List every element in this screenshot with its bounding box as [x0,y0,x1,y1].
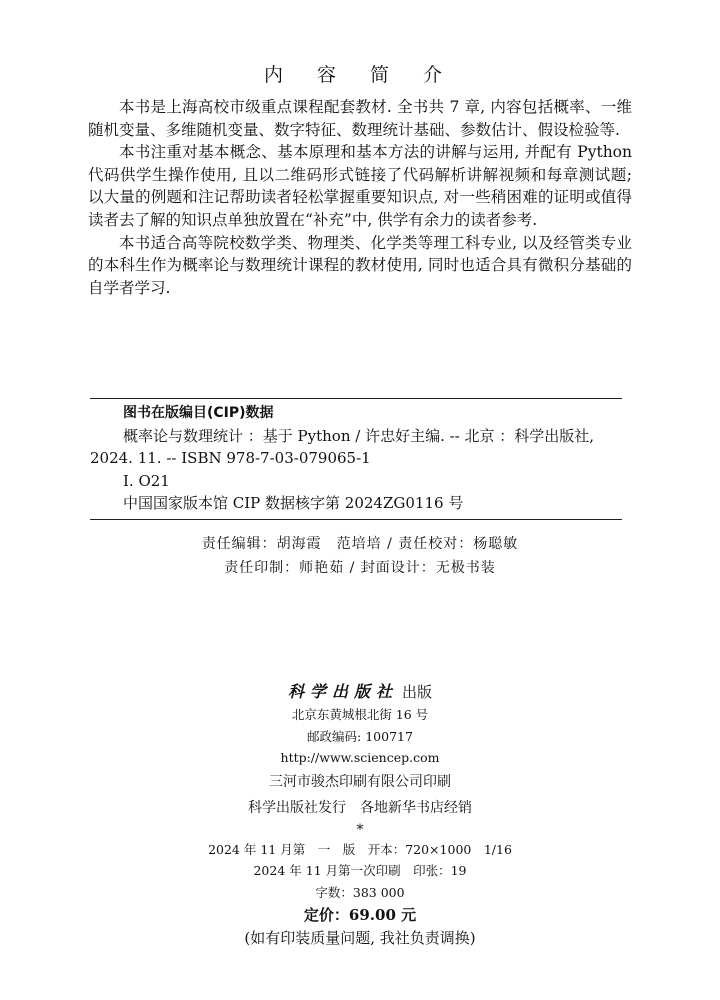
edition-info: 2024 年 11 月第 一 版 开本：720×1000 1/16 [208,841,512,857]
price-value: 69.00 元 [348,906,417,924]
credits-line-1: 责任编辑：胡海霞 范培培 / 责任校对：杨聪敏 [201,536,519,552]
book-introduction [88,96,632,299]
cip-bottom-rule [90,519,622,520]
cip-classification: Ⅰ. O21 [123,471,170,490]
replacement-note: (如有印装质量问题, 我社负责调换) [244,929,476,947]
publisher-suffix: 出版 [402,683,433,701]
cip-top-rule [90,398,622,399]
website: http://www.sciencep.com [280,750,440,765]
intro-paragraph-3: 本书适合高等院校数学类、物理类、化学类等理工科专业, 以及经管类专业的本科生作为概率论与数理统计课程的教材使用, 同时也适合具有微积分基础的自学者学习. [88,233,632,297]
separator-star: * [356,821,364,838]
postcode: 邮政编码: 100717 [307,728,413,744]
distribution: 科学出版社发行 各地新华书店经销 [248,799,472,816]
word-count: 字数：383 000 [315,884,405,900]
cip-heading: 图书在版编目(CIP)数据 [123,405,274,421]
cip-entry: 概率论与数理统计 ：基于 Python / 许忠好主编. -- 北京 ：科学出版社, 2024. 11. -- ISBN 978-7-03-079065-1 [90,426,595,467]
printer: 三河市骏杰印刷有限公司印刷 [269,773,451,790]
intro-paragraph-2: 本书注重对基本概念、基本原理和基本方法的讲解与运用, 并配有 Python 代码供学生操作使用, 且以二维码形式链接了代码解析讲解视频和每章测试题; 以大量的例题和注记帮助读者轻松掌握重要知识点, 对一些稍困难的证明或值得读者去了解的知识点单独放置在“补充”中, 供学有余力的读者参考. [88,143,632,229]
publisher-line [0,680,720,704]
price-label: 定价： [303,906,349,924]
publisher-logo: 科学出版社 [287,682,398,701]
publication-info [0,680,720,949]
cip-record-number: 中国国家版本馆 CIP 数据核字第 2024ZG0116 号 [123,494,464,512]
page-title: 内 容 简 介 [263,64,457,86]
price [0,903,720,927]
credits-line-2: 责任印制：师艳茹 / 封面设计：无极书装 [224,560,496,576]
printing-info: 2024 年 11 月第一次印刷 印张：19 [253,863,467,878]
publisher-address: 北京东黄城根北街 16 号 [291,707,429,722]
intro-paragraph-1: 本书是上海高校市级重点课程配套教材. 全书共 7 章, 内容包括概率、一维随机变量、多维随机变量、数字特征、数理统计基础、参数估计、假设检验等. [88,98,632,139]
cip-block [90,402,622,515]
editorial-credits [0,532,720,580]
